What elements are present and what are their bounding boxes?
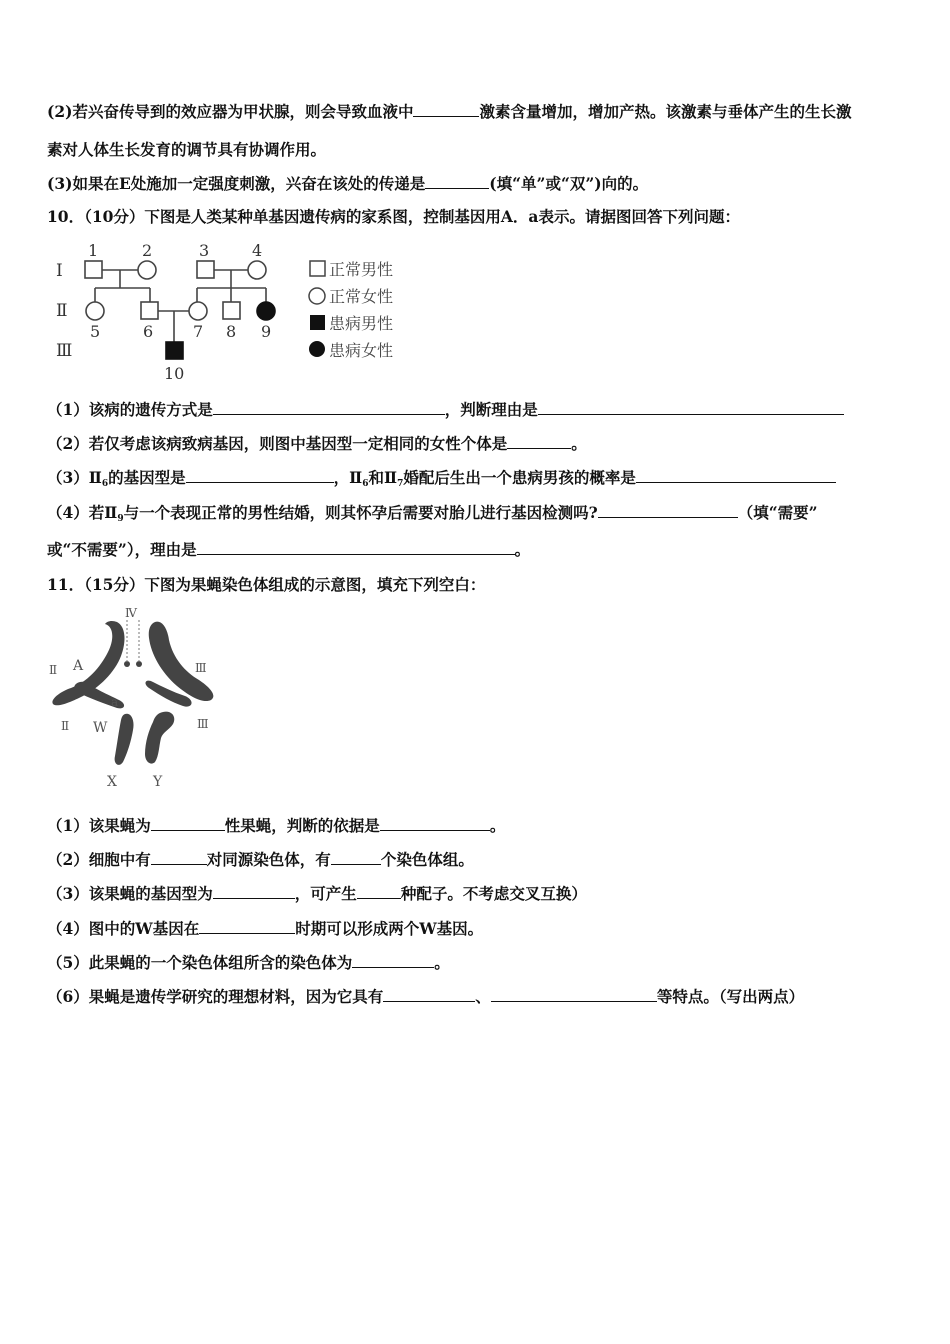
answer-blank[interactable]	[213, 884, 295, 899]
answer-blank[interactable]	[491, 987, 657, 1002]
person-number: 8	[226, 322, 237, 341]
q11-sub4: （4）图中的W基因在 时期可以形成两个W基因。	[47, 919, 484, 938]
answer-blank[interactable]	[197, 540, 515, 555]
label-iii-top: Ⅲ	[195, 661, 207, 675]
q10-sub4-line2: 或“不需要”），理由是 。	[47, 540, 531, 559]
normal-female-4	[248, 261, 266, 279]
q11-header: 11．（15分）下图为果蝇染色体组成的示意图，填充下列空白：	[47, 575, 486, 594]
normal-female-7	[189, 302, 207, 320]
answer-blank[interactable]	[331, 850, 381, 865]
answer-blank[interactable]	[636, 468, 836, 483]
affected-male-10	[166, 342, 183, 359]
answer-blank[interactable]	[425, 174, 489, 189]
answer-blank[interactable]	[380, 816, 490, 831]
normal-male-1	[85, 261, 102, 278]
gen-label: Ⅰ	[56, 261, 63, 281]
answer-blank[interactable]	[151, 816, 225, 831]
label-y: Y	[153, 774, 163, 790]
label-iv: Ⅳ	[125, 606, 137, 620]
legend-normal-female-icon	[309, 288, 325, 304]
answer-blank[interactable]	[213, 400, 445, 415]
chromosome-y	[145, 712, 174, 764]
q10-sub2: （2）若仅考虑该病致病基因，则图中基因型一定相同的女性个体是 。	[47, 434, 587, 453]
chromosome-x	[115, 714, 134, 765]
legend-normal-male-icon	[310, 261, 325, 276]
pedigree-chart	[50, 238, 430, 384]
person-number: 7	[193, 322, 204, 341]
q11-sub2: （2）细胞中有 对同源染色体，有 个染色体组。	[47, 850, 474, 869]
person-number: 6	[143, 322, 154, 341]
person-number: 3	[199, 241, 210, 260]
answer-blank[interactable]	[352, 953, 434, 968]
normal-female-2	[138, 261, 156, 279]
q9-part2-line1: (2)若兴奋传导到的效应器为甲状腺，则会导致血液中 激素含量增加，增加产热。该激素与垂体产生的生长激	[47, 102, 852, 121]
answer-blank[interactable]	[598, 503, 738, 518]
normal-male-8	[223, 302, 240, 319]
answer-blank[interactable]	[357, 884, 401, 899]
legend-affected-female-icon	[309, 341, 325, 357]
answer-blank[interactable]	[413, 102, 479, 117]
normal-female-5	[86, 302, 104, 320]
q11-sub6: （6）果蝇是遗传学研究的理想材料，因为它具有 、 等特点。（写出两点）	[47, 987, 805, 1006]
q10-sub4-line1: （4）若$Ⅱ_9$与一个表现正常的男性结婚，则其怀孕后需要对胎儿进行基因检测吗? （填“需要”	[47, 503, 818, 524]
answer-blank[interactable]	[383, 987, 475, 1002]
answer-blank[interactable]	[151, 850, 207, 865]
person-number: 4	[252, 241, 263, 260]
normal-male-3	[197, 261, 214, 278]
q9-part3: (3)如果在E处施加一定强度刺激，兴奋在该处的传递是 (填“单”或“双”)向的。	[47, 174, 649, 193]
q10-sub1: （1）该病的遗传方式是 ，判断理由是	[47, 400, 844, 420]
fruit-fly-chromosome-figure	[45, 604, 220, 794]
legend-label: 患病女性	[329, 341, 394, 360]
label-x: X	[107, 774, 117, 790]
legend-affected-male-icon	[310, 315, 325, 330]
legend-label: 正常男性	[329, 260, 394, 279]
label-iii-bottom: Ⅲ	[197, 717, 209, 731]
person-number: 5	[90, 322, 101, 341]
q9-part2-line2: 素对人体生长发育的调节具有协调作用。	[47, 140, 327, 159]
q11-sub1: （1）该果蝇为 性果蝇，判断的依据是 。	[47, 816, 506, 835]
q11-sub5: （5）此果蝇的一个染色体组所含的染色体为 。	[47, 953, 450, 972]
answer-blank[interactable]	[186, 468, 334, 483]
answer-blank[interactable]	[507, 434, 571, 449]
answer-blank[interactable]	[199, 919, 295, 934]
answer-blank[interactable]	[538, 400, 844, 415]
normal-male-6	[141, 302, 158, 319]
q10-sub3: $(3)Ⅱ_6$的基因型是 ，$Ⅱ_6$和$Ⅱ_7$婚配后生出一个患病男孩的概率是	[47, 468, 836, 494]
person-number: 9	[261, 322, 272, 341]
label-ii-top: Ⅱ	[49, 663, 58, 677]
label-gene-A: A	[73, 658, 84, 674]
label-gene-a: a	[111, 695, 119, 709]
legend-label: 正常女性	[329, 287, 394, 306]
label-ii-bottom: Ⅱ	[61, 719, 70, 733]
q11-sub3: （3）该果蝇的基因型为 ，可产生 种配子。不考虑交叉互换）	[47, 884, 587, 903]
gen-label: Ⅲ	[56, 341, 73, 361]
q10-header: 10．（10分）下图是人类某种单基因遗传病的家系图，控制基因用A．a表示。请据图回答下列问题：	[47, 207, 740, 226]
person-number: 1	[88, 241, 99, 260]
affected-female-9	[257, 302, 275, 320]
gen-label: Ⅱ	[56, 301, 68, 321]
legend-label: 患病男性	[329, 314, 394, 333]
person-number: 10	[164, 364, 185, 383]
label-gene-W: W	[93, 720, 108, 736]
person-number: 2	[142, 241, 153, 260]
